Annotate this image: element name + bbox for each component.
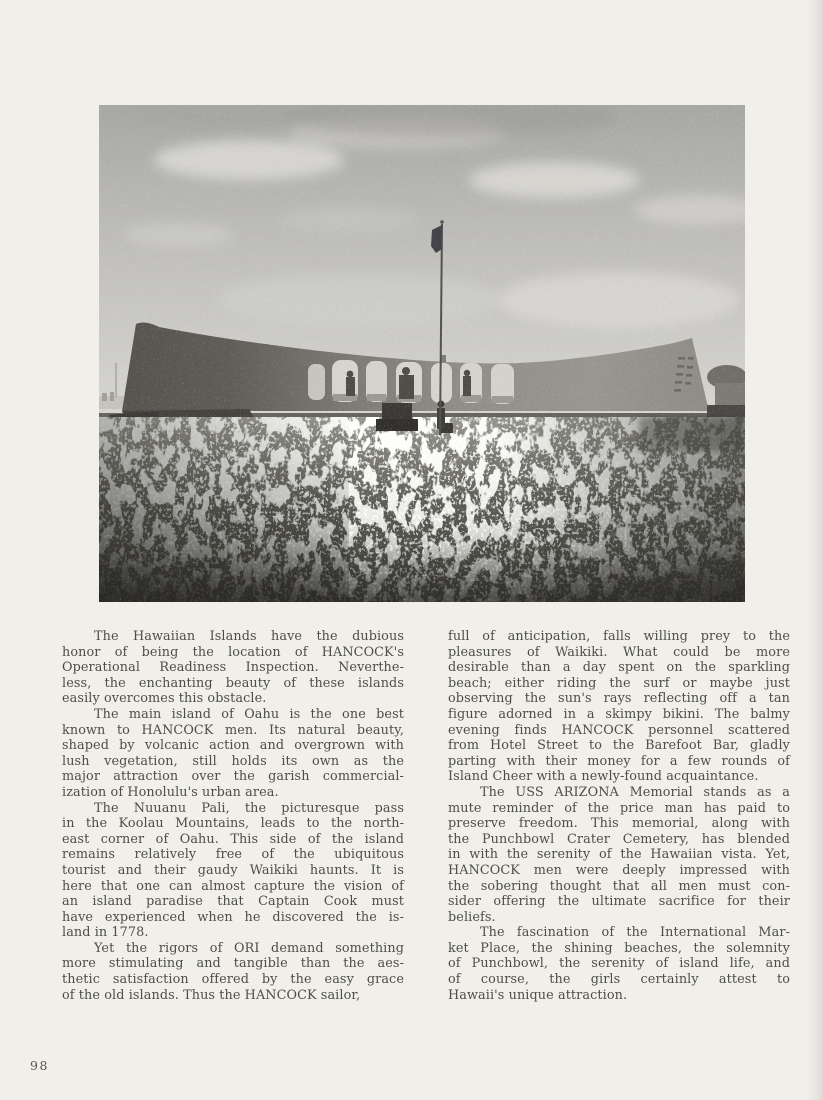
text-line: here that one can almost capture the vision of	[62, 878, 404, 894]
paragraph	[62, 629, 404, 707]
text-line: ization of Honolulu's urban area.	[62, 784, 279, 800]
text-line: an island paradise that Captain Cook must	[62, 894, 404, 910]
text-line: in the Koolau Mountains, leads to the north-	[62, 816, 404, 832]
text-line: tourist and their gaudy Waikiki haunts. It is	[62, 862, 404, 878]
text-line: have experienced when he discovered the is-	[62, 909, 404, 925]
text-line: The USS ARIZONA Memorial stands as a	[480, 784, 790, 800]
paragraph	[62, 707, 404, 801]
text-line: Hawaii's unique attraction.	[448, 987, 628, 1003]
text-line: of course, the girls certainly attest to	[448, 972, 790, 988]
text-line: HANCOCK men were deeply impressed with	[448, 862, 790, 878]
memorial-photo	[99, 105, 745, 602]
text-line: of Punchbowl, the serenity of island life, and	[448, 956, 790, 972]
text-line: the Punchbowl Crater Cemetery, has blended	[448, 831, 790, 847]
column-left	[62, 629, 404, 1003]
text-line: more stimulating and tangible than the aes-	[62, 956, 404, 972]
text-line: known to HANCOCK men. Its natural beauty,	[62, 722, 404, 738]
text-line: the sobering thought that all men must con-	[448, 878, 790, 894]
text-line: figure adorned in a skimpy bikini. The balmy	[448, 706, 790, 722]
text-line: The Nuuanu Pali, the picturesque pass	[94, 800, 404, 816]
text-line: shaped by volcanic action and overgrown with	[62, 738, 404, 754]
paragraph	[448, 785, 790, 925]
text-line: desirable than a day spent on the sparkling	[448, 660, 790, 676]
memorial-photo-canvas	[99, 105, 745, 602]
text-line: mute reminder of the price man has paid to	[448, 800, 790, 816]
paragraph	[62, 801, 404, 941]
text-line: lush vegetation, still holds its own as the	[62, 753, 404, 769]
text-line: The fascination of the International Mar-	[480, 925, 790, 941]
scan-edge-shadow	[807, 0, 823, 1100]
column-right	[448, 629, 790, 1003]
paragraph	[62, 941, 404, 1003]
text-line: The main island of Oahu is the one best	[94, 706, 404, 722]
text-line: major attraction over the garish commercial-	[62, 769, 404, 785]
text-line: beach; either riding the surf or maybe just	[448, 675, 790, 691]
paragraph	[448, 629, 790, 785]
page-number: 98	[30, 1058, 49, 1073]
text-line: Operational Readiness Inspection. Neverthe-	[62, 660, 404, 676]
text-line: from Hotel Street to the Barefoot Bar, gladly	[448, 738, 790, 754]
text-line: ket Place, the shining beaches, the solemnity	[448, 940, 790, 956]
text-line: sider offering the ultimate sacrifice for their	[448, 894, 790, 910]
paragraph	[448, 925, 790, 1003]
text-line: easily overcomes this obstacle.	[62, 691, 267, 707]
text-line: evening finds HANCOCK personnel scattered	[448, 722, 790, 738]
text-line: in with the serenity of the Hawaiian vista. Yet,	[448, 847, 790, 863]
text-line: parting with their money for a few rounds of	[448, 753, 790, 769]
text-line: beliefs.	[448, 909, 496, 925]
text-line: land in 1778.	[62, 925, 149, 941]
text-line: thetic satisfaction offered by the easy grace	[62, 972, 404, 988]
text-line: Island Cheer with a newly-found acquaintance.	[448, 769, 759, 785]
text-line: pleasures of Waikiki. What could be more	[448, 644, 790, 660]
text-line: observing the sun's rays reflecting off a tan	[448, 691, 790, 707]
text-line: less, the enchanting beauty of these islands	[62, 675, 404, 691]
text-line: preserve freedom. This memorial, along with	[448, 816, 790, 832]
text-line: Yet the rigors of ORI demand something	[94, 940, 404, 956]
text-line: honor of being the location of HANCOCK's	[62, 644, 404, 660]
text-line: full of anticipation, falls willing prey to the	[448, 629, 790, 644]
photo-grain-dark	[99, 105, 745, 602]
text-line: remains relatively free of the ubiquitous	[62, 847, 404, 863]
text-line: east corner of Oahu. This side of the island	[62, 831, 404, 847]
text-line: of the old islands. Thus the HANCOCK sailor,	[62, 987, 361, 1003]
text-line: The Hawaiian Islands have the dubious	[94, 629, 404, 644]
